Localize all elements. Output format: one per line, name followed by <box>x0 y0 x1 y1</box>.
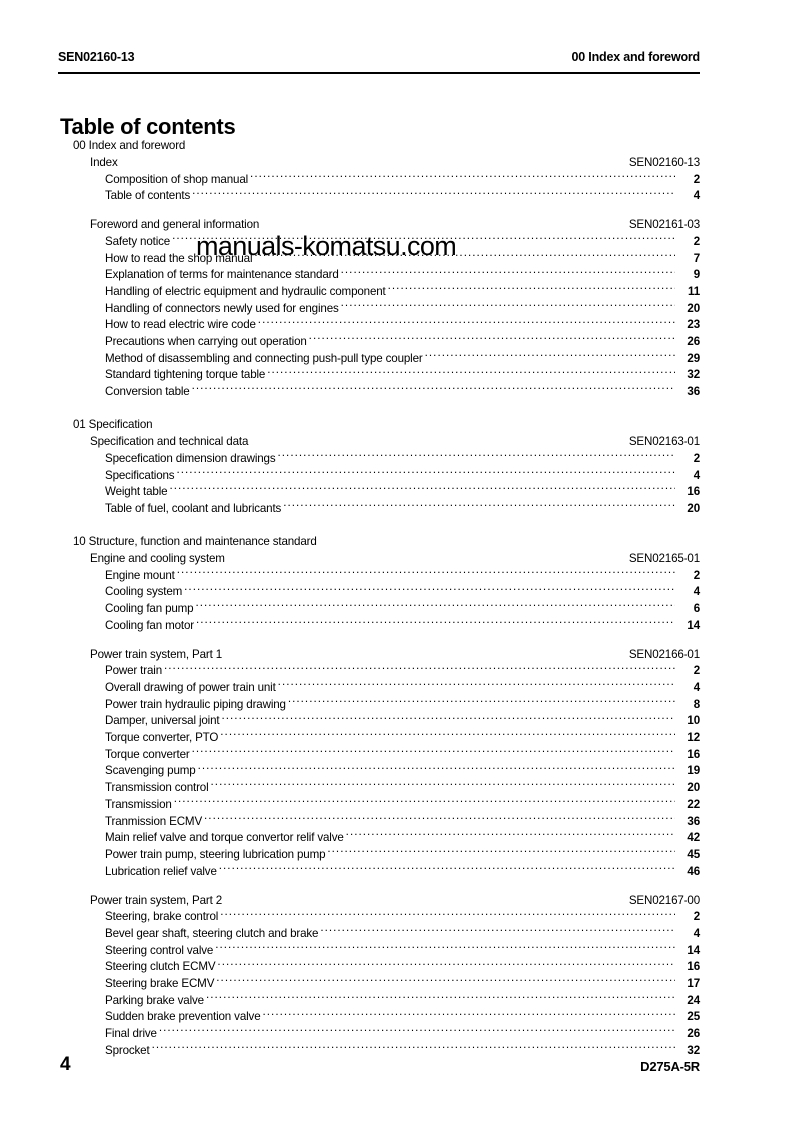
toc-entry[interactable] <box>0 730 794 747</box>
toc-entry-label: Torque converter, PTO <box>105 731 219 745</box>
toc-group <box>0 892 794 1059</box>
toc-entry-label: Handling of connectors newly used for engines <box>105 301 339 315</box>
footer-page-number: 4 <box>60 1054 71 1075</box>
dot-leader <box>216 975 675 987</box>
toc-entry-label: Cooling fan pump <box>105 601 194 615</box>
toc-entry[interactable] <box>0 1042 794 1059</box>
dot-leader <box>198 763 675 775</box>
toc-entry-page-number: 10 <box>687 714 700 728</box>
toc-entry-page-number: 45 <box>687 847 700 861</box>
toc-entry-page-number: 9 <box>693 268 700 282</box>
toc-entry-page-number: 26 <box>687 335 700 349</box>
toc-group-document-code: SEN02166-01 <box>628 647 700 661</box>
toc-group-header[interactable] <box>0 892 794 909</box>
toc-entry[interactable] <box>0 500 794 517</box>
toc-entry[interactable] <box>0 696 794 713</box>
dot-leader <box>206 992 675 1004</box>
toc-entry-label: Engine mount <box>105 568 175 582</box>
dot-leader <box>283 500 675 512</box>
dot-leader <box>196 617 675 629</box>
dot-leader <box>192 188 675 200</box>
toc-entry-label: Final drive <box>105 1027 157 1041</box>
toc-entry[interactable] <box>0 600 794 617</box>
toc-entry[interactable] <box>0 830 794 847</box>
toc-entry-label: Steering brake ECMV <box>105 977 215 991</box>
page-header <box>58 50 700 64</box>
dot-leader <box>220 730 675 742</box>
toc-group <box>0 154 794 204</box>
toc-entry-label: Overall drawing of power train unit <box>105 681 276 695</box>
toc-entry-page-number: 29 <box>687 351 700 365</box>
toc-group <box>0 550 794 634</box>
toc-entry[interactable] <box>0 942 794 959</box>
toc-entry-label: Steering clutch ECMV <box>105 960 216 974</box>
toc-entry[interactable] <box>0 384 794 401</box>
toc-entry-label: Method of disassembling and connecting push-pull type coupler <box>105 351 423 365</box>
toc-entry-label: Transmission control <box>105 781 209 795</box>
toc-entry-page-number: 2 <box>693 172 700 186</box>
toc-entry-label: Table of fuel, coolant and lubricants <box>105 501 282 515</box>
toc-group-header[interactable] <box>0 550 794 567</box>
toc-entry-page-number: 17 <box>687 977 700 991</box>
toc-entry[interactable] <box>0 909 794 926</box>
spacer <box>0 204 794 216</box>
toc-entry-page-number: 4 <box>693 585 700 599</box>
toc-entry-label: Conversion table <box>105 385 190 399</box>
toc-entry-label: Cooling fan motor <box>105 618 194 632</box>
dot-leader <box>278 450 676 462</box>
toc-entry[interactable] <box>0 992 794 1009</box>
toc-entry-page-number: 2 <box>693 451 700 465</box>
dot-leader <box>211 780 675 792</box>
toc-entry[interactable] <box>0 317 794 334</box>
dot-leader <box>346 830 675 842</box>
toc-entry[interactable] <box>0 584 794 601</box>
toc-entry-page-number: 11 <box>688 285 700 299</box>
toc-entry-label: Composition of shop manual <box>105 172 249 186</box>
dot-leader <box>309 334 675 346</box>
toc-entry-label: How to read electric wire code <box>105 318 256 332</box>
toc-entry-page-number: 23 <box>687 318 700 332</box>
dot-leader <box>184 584 675 596</box>
dot-leader <box>195 600 675 612</box>
toc-entry[interactable] <box>0 713 794 730</box>
toc-entry-label: Safety notice <box>105 234 171 248</box>
dot-leader <box>341 300 675 312</box>
page-title: Table of contents <box>60 113 236 139</box>
toc-entry-label: Weight table <box>105 485 168 499</box>
toc-entry-page-number: 4 <box>693 189 700 203</box>
toc-entry[interactable] <box>0 300 794 317</box>
toc-section-title: 00 Index and foreword <box>73 139 186 152</box>
toc-entry-page-number: 36 <box>687 814 700 828</box>
toc-entry-page-number: 26 <box>687 1027 700 1041</box>
dot-leader <box>425 350 675 362</box>
toc-entry-page-number: 7 <box>693 251 700 265</box>
toc-entry-label: Steering, brake control <box>105 910 219 924</box>
dot-leader <box>174 796 675 808</box>
toc-entry-label: Table of contents <box>105 189 191 203</box>
toc-entry-label: Specifications <box>105 468 175 482</box>
toc-entry-label: Damper, universal joint <box>105 714 220 728</box>
spacer <box>0 517 794 534</box>
toc-entry-label: Scavenging pump <box>105 764 196 778</box>
dot-leader <box>267 367 675 379</box>
dot-leader <box>177 567 675 579</box>
toc-entry-page-number: 20 <box>687 301 700 315</box>
dot-leader <box>341 267 675 279</box>
watermark: manuals-komatsu.com <box>196 231 457 261</box>
toc-entry-page-number: 14 <box>687 618 700 632</box>
toc-entry-page-number: 14 <box>687 943 700 957</box>
dot-leader <box>288 696 675 708</box>
toc-entry[interactable] <box>0 267 794 284</box>
dot-leader <box>219 863 675 875</box>
dot-leader <box>388 283 675 295</box>
toc-group-header[interactable] <box>0 433 794 450</box>
toc-entry[interactable] <box>0 663 794 680</box>
toc-entry[interactable] <box>0 188 794 205</box>
toc-entry-page-number: 32 <box>687 1043 700 1057</box>
toc-entry[interactable] <box>0 679 794 696</box>
toc-entry-page-number: 42 <box>687 831 700 845</box>
dot-leader <box>220 909 675 921</box>
toc-entry[interactable] <box>0 780 794 797</box>
toc-entry-page-number: 8 <box>693 697 700 711</box>
spacer <box>0 400 794 417</box>
toc-entry-label: Cooling system <box>105 585 183 599</box>
toc-section <box>0 534 794 1059</box>
toc-entry[interactable] <box>0 925 794 942</box>
toc-group-document-code: SEN02161-03 <box>628 218 700 232</box>
toc-entry-page-number: 6 <box>693 601 700 615</box>
toc-section-title: 01 Specification <box>73 418 153 432</box>
toc-entry-page-number: 19 <box>687 764 700 778</box>
toc-entry[interactable] <box>0 617 794 634</box>
toc-entry-label: Explanation of terms for maintenance standard <box>105 268 339 282</box>
spacer <box>0 880 794 892</box>
dot-leader <box>221 713 675 725</box>
dot-leader <box>152 1042 675 1054</box>
toc-entry-page-number: 25 <box>687 1010 700 1024</box>
toc-section <box>0 417 794 517</box>
toc-entry-label: Sprocket <box>105 1043 150 1057</box>
toc-entry[interactable] <box>0 467 794 484</box>
header-section-title: 00 Index and foreword <box>571 50 700 64</box>
toc-entry-page-number: 16 <box>687 960 700 974</box>
toc-entry[interactable] <box>0 567 794 584</box>
toc-entry-page-number: 2 <box>693 234 700 248</box>
toc-entry[interactable] <box>0 334 794 351</box>
dot-leader <box>217 959 675 971</box>
dot-leader <box>263 1009 676 1021</box>
toc-entry-label: How to read the shop manual <box>105 251 253 265</box>
toc-entry-label: Handling of electric equipment and hydraulic component <box>105 285 386 299</box>
toc-group <box>0 433 794 517</box>
toc-section-title: 10 Structure, function and maintenance standard <box>73 535 317 548</box>
toc-entry-label: Transmission <box>105 797 172 811</box>
toc-entry[interactable] <box>0 763 794 780</box>
toc-entry[interactable] <box>0 350 794 367</box>
toc-group-name: Index <box>90 156 118 169</box>
toc-entry-page-number: 4 <box>693 468 700 482</box>
table-of-contents <box>0 138 794 1059</box>
toc-entry[interactable] <box>0 959 794 976</box>
toc-section <box>0 138 794 400</box>
dot-leader <box>176 467 675 479</box>
toc-entry-page-number: 2 <box>693 910 700 924</box>
toc-entry[interactable] <box>0 367 794 384</box>
toc-entry-label: Tranmission ECMV <box>105 814 203 828</box>
toc-entry-label: Power train hydraulic piping drawing <box>105 697 286 711</box>
toc-entry-page-number: 16 <box>687 747 700 761</box>
toc-entry-page-number: 36 <box>687 385 700 399</box>
toc-entry-label: Torque converter <box>105 747 190 761</box>
toc-entry-page-number: 2 <box>693 664 700 678</box>
dot-leader <box>204 813 675 825</box>
toc-entry-label: Lubrication relief valve <box>105 864 217 878</box>
toc-entry[interactable] <box>0 1009 794 1026</box>
toc-group-name: Foreword and general information <box>90 218 260 232</box>
toc-entry-page-number: 24 <box>687 993 700 1007</box>
toc-entry[interactable] <box>0 1026 794 1043</box>
dot-leader <box>159 1026 675 1038</box>
toc-entry-label: Precautions when carrying out operation <box>105 335 307 349</box>
toc-entry-label: Specefication dimension drawings <box>105 451 276 465</box>
toc-entry-page-number: 20 <box>687 781 700 795</box>
toc-group-name: Engine and cooling system <box>90 552 225 565</box>
toc-entry-label: Main relief valve and torque convertor relif valve <box>105 831 344 845</box>
toc-entry-label: Bevel gear shaft, steering clutch and brake <box>105 926 319 940</box>
dot-leader <box>169 484 675 496</box>
dot-leader <box>250 171 675 183</box>
dot-leader <box>258 317 675 329</box>
toc-group-document-code: SEN02163-01 <box>628 435 700 449</box>
toc-group-name: Power train system, Part 2 <box>90 893 223 907</box>
toc-group-document-code: SEN02160-13 <box>628 156 700 169</box>
toc-entry[interactable] <box>0 484 794 501</box>
toc-entry-page-number: 20 <box>687 501 700 515</box>
toc-entry-label: Power train pump, steering lubrication pump <box>105 847 326 861</box>
toc-entry-page-number: 4 <box>693 681 700 695</box>
dot-leader <box>192 746 675 758</box>
toc-group-name: Power train system, Part 1 <box>90 647 223 661</box>
toc-entry-page-number: 2 <box>693 568 700 582</box>
toc-entry-page-number: 46 <box>687 864 700 878</box>
toc-entry[interactable] <box>0 813 794 830</box>
header-document-code: SEN02160-13 <box>58 50 135 64</box>
toc-entry-label: Sudden brake prevention valve <box>105 1010 261 1024</box>
dot-leader <box>192 384 675 396</box>
dot-leader <box>278 679 675 691</box>
toc-entry-label: Power train <box>105 664 162 678</box>
dot-leader <box>327 846 675 858</box>
toc-entry-label: Standard tightening torque table <box>105 368 266 382</box>
toc-entry[interactable] <box>0 746 794 763</box>
dot-leader <box>215 942 675 954</box>
toc-entry-page-number: 22 <box>687 797 700 811</box>
toc-group-document-code: SEN02167-00 <box>628 893 700 907</box>
toc-entry[interactable] <box>0 863 794 880</box>
toc-group-header[interactable] <box>0 646 794 663</box>
toc-entry-page-number: 12 <box>687 731 700 745</box>
toc-entry[interactable] <box>0 975 794 992</box>
toc-entry[interactable] <box>0 171 794 188</box>
toc-group-header[interactable] <box>0 154 794 171</box>
toc-group <box>0 646 794 880</box>
toc-entry-label: Parking brake valve <box>105 993 204 1007</box>
toc-entry[interactable] <box>0 283 794 300</box>
toc-entry-label: Steering control valve <box>105 943 214 957</box>
spacer <box>0 634 794 646</box>
dot-leader <box>164 663 675 675</box>
toc-group-name: Specification and technical data <box>90 435 249 449</box>
header-divider <box>58 72 700 74</box>
toc-entry-page-number: 32 <box>687 368 700 382</box>
toc-entry[interactable] <box>0 450 794 467</box>
toc-entry-page-number: 16 <box>687 485 700 499</box>
toc-group-document-code: SEN02165-01 <box>628 552 700 565</box>
toc-entry[interactable] <box>0 846 794 863</box>
toc-entry[interactable] <box>0 796 794 813</box>
footer-model-code: D275A-5R <box>640 1059 700 1074</box>
toc-entry-page-number: 4 <box>693 926 700 940</box>
dot-leader <box>320 925 675 937</box>
